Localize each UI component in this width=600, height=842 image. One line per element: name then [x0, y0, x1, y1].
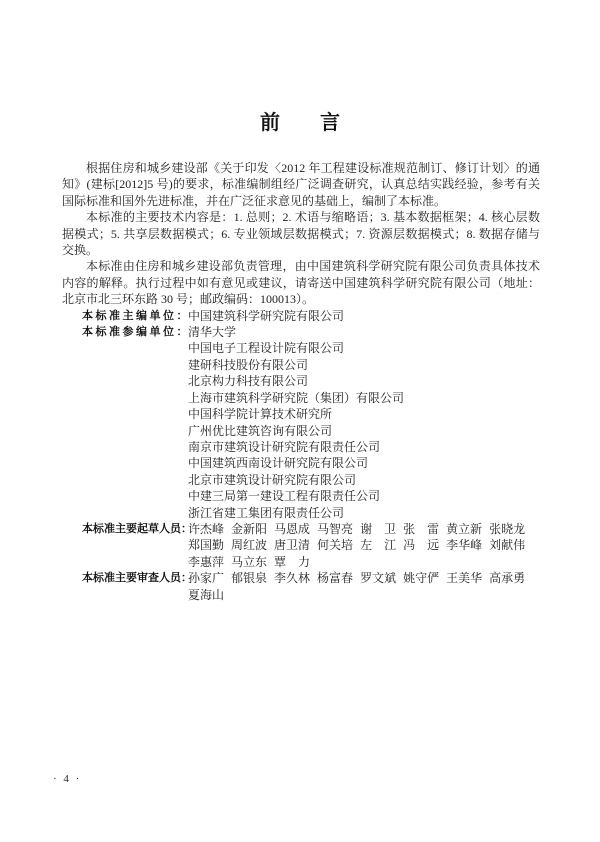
reviewer-name: 孙家广 — [188, 571, 225, 586]
drafter-name: 谢 卫 — [360, 521, 397, 536]
reviewers-row — [62, 570, 540, 603]
chief-editor-label: 本标准主编单位： — [82, 309, 190, 322]
page-title: 前 言 — [260, 112, 340, 134]
drafter-name: 李惠萍 — [188, 554, 225, 569]
drafter-name: 张 雷 — [403, 521, 440, 536]
participating-unit: 中国建筑西南设计研究院有限公司 — [188, 456, 369, 471]
drafter-name: 黄立新 — [446, 521, 483, 536]
drafter-name: 周红波 — [231, 538, 268, 553]
drafter-name: 张晓龙 — [489, 521, 526, 536]
participating-units-row — [62, 324, 540, 521]
reviewers-row-1 — [188, 570, 540, 586]
drafter-name: 冯 远 — [403, 538, 440, 553]
drafter-name: 李华峰 — [446, 538, 483, 553]
participating-unit: 北京市建筑设计研究院有限公司 — [188, 472, 357, 487]
drafter-name: 郑国勤 — [188, 538, 225, 553]
page-number: · 4 · — [53, 773, 82, 785]
drafters-label: 本标准主要起草人员： — [82, 522, 192, 535]
paragraph-management: 本标准由住房和城乡建设部负责管理，由中国建筑科学研究院有限公司负责具体技术内容的解释。执行过程中如有意见或建议，请寄送中国建筑科学研究院有限公司（地址：北京市北三环东路 30 号；邮政编码：100013）。 — [62, 259, 540, 307]
participating-unit: 北京构力科技有限公司 — [188, 374, 309, 389]
drafter-name: 唐卫清 — [274, 538, 311, 553]
participating-unit: 广州优比建筑咨询有限公司 — [188, 423, 333, 438]
participating-units-list — [188, 324, 540, 521]
paragraph-technical-contents: 本标准的主要技术内容是：1. 总则；2. 术语与缩略语；3. 基本数据框架；4. 核心层数据模式；5. 共享层数据模式；6. 专业领域层数据模式；7. 资源层数据模式；8. 数据存储与交换。 — [62, 210, 540, 258]
drafter-name: 何关培 — [317, 538, 354, 553]
paragraph-basis: 根据住房和城乡建设部《关于印发〈2012 年工程建设标准规范制订、修订计划〉的通知》(建标[2012]5 号)的要求，标准编制组经广泛调查研究，认真总结实践经验，参考有关国际标准和国外先进标准，并在广泛征求意见的基础上，编制了本标准。 — [62, 161, 540, 208]
drafter-name: 马恩成 — [274, 521, 311, 536]
reviewers-name-rows — [188, 570, 540, 603]
reviewer-name: 罗文斌 — [360, 571, 397, 586]
participating-units-label: 本标准参编单位： — [82, 326, 190, 339]
drafter-name: 刘献伟 — [489, 538, 526, 553]
reviewers-row-2 — [188, 587, 540, 603]
drafters-name-rows — [188, 521, 540, 570]
drafter-name: 左 江 — [360, 538, 397, 553]
reviewer-name: 高承勇 — [489, 571, 526, 586]
reviewer-name: 夏海山 — [188, 587, 225, 602]
page-content — [62, 160, 540, 603]
chief-editor-value: 中国建筑科学研究院有限公司 — [188, 308, 345, 323]
drafters-row-2 — [188, 537, 540, 553]
chief-editor-row — [62, 308, 540, 324]
participating-unit: 中国电子工程设计院有限公司 — [188, 341, 345, 356]
reviewer-name: 姚守俨 — [403, 571, 440, 586]
participating-unit: 上海市建筑科学研究院（集团）有限公司 — [188, 390, 405, 405]
drafter-name: 许杰峰 — [188, 521, 225, 536]
participating-unit: 中国科学院计算技术研究所 — [188, 407, 333, 422]
participating-unit: 南京市建筑设计研究院有限责任公司 — [188, 439, 381, 454]
reviewer-name: 王美华 — [446, 571, 483, 586]
drafter-name: 马立东 — [231, 554, 268, 569]
reviewer-name: 郁银泉 — [231, 571, 268, 586]
reviewers-label: 本标准主要审查人员： — [82, 572, 192, 585]
drafter-name: 马智亮 — [317, 521, 354, 536]
drafter-name: 覃 力 — [274, 554, 311, 569]
drafter-name: 金新阳 — [231, 521, 268, 536]
participating-unit: 建研科技股份有限公司 — [188, 357, 309, 372]
participating-unit: 浙江省建工集团有限责任公司 — [188, 505, 345, 520]
reviewer-name: 李久林 — [274, 571, 311, 586]
drafters-row — [62, 521, 540, 570]
participating-unit: 中建三局第一建设工程有限责任公司 — [188, 489, 381, 504]
participating-unit: 清华大学 — [188, 325, 237, 340]
drafters-row-1 — [188, 521, 540, 537]
drafters-row-3 — [188, 554, 540, 570]
reviewer-name: 杨富春 — [317, 571, 354, 586]
